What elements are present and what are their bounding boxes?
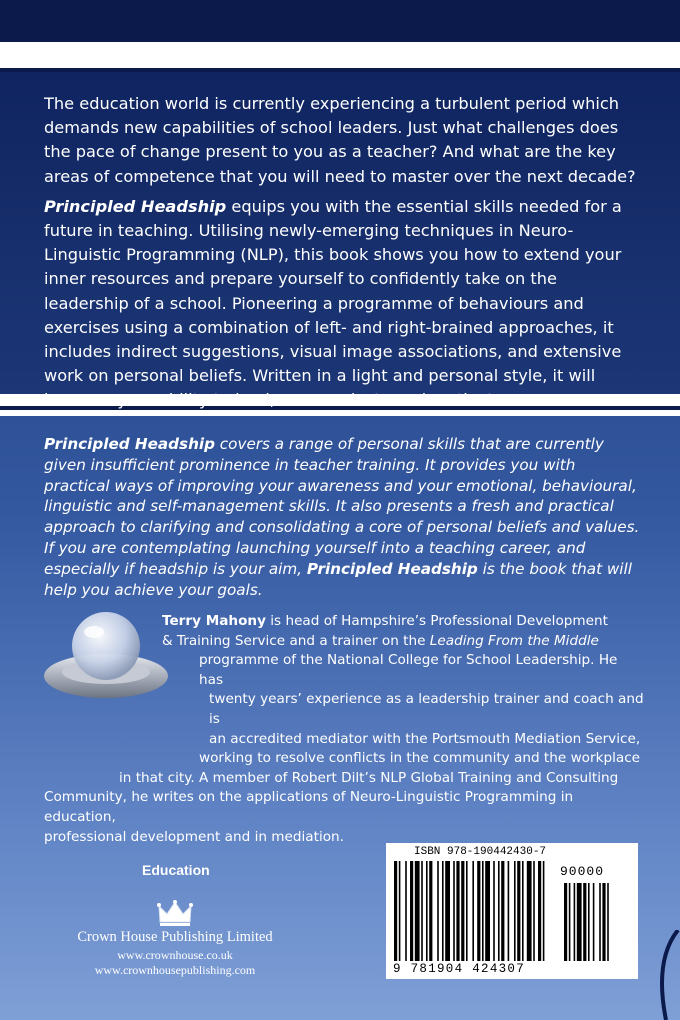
- author-line-3: programme of the National College for School Leadership. He has: [199, 652, 618, 688]
- addon-bar: [607, 883, 609, 961]
- addon-bar: [593, 883, 595, 961]
- decorative-swoosh: [640, 930, 680, 1020]
- barcode-bar: [472, 861, 474, 961]
- crown-icon: [157, 898, 193, 928]
- barcode-bar: [482, 861, 484, 961]
- author-line-8: Community, he writes on the applications of Neuro-Linguistic Programming in education,: [44, 789, 574, 825]
- author-line-6: working to resolve conflicts in the community and the workplace: [199, 750, 641, 767]
- barcode-bar: [453, 861, 455, 961]
- barcode-bar: [442, 861, 444, 961]
- barcode-bar: [533, 861, 535, 961]
- publisher-website-2: www.crownhousepublishing.com: [94, 963, 256, 977]
- barcode-bar: [456, 861, 459, 961]
- isbn-text: ISBN 978-190442430-7: [414, 846, 547, 858]
- author-line-5: an accredited mediator with the Portsmouth Mediation Service,: [209, 730, 641, 747]
- addon-bar: [583, 883, 586, 961]
- barcode-bar: [508, 861, 510, 961]
- addon-bar: [588, 883, 590, 961]
- second-blurb: [44, 434, 644, 600]
- blurb-paragraph-1: The education world is currently experiencing a turbulent period which demands new capabilities of school leaders. Just what challenges does the pace of change present to you as a teacher? And what are the key areas of competence that you will need to master over the next decade?: [44, 94, 636, 186]
- barcode-bar: [514, 861, 516, 961]
- barcode-bar: [426, 861, 428, 961]
- barcode-bar: [498, 861, 500, 961]
- programme-name: Leading From the Middle: [429, 632, 599, 649]
- barcode-bar: [543, 861, 545, 961]
- addon-bar: [577, 883, 582, 961]
- author-line-4: twenty years’ experience as a leadership trainer and coach and is: [209, 691, 644, 727]
- barcode-bar: [527, 861, 532, 961]
- barcode-bar: [445, 861, 450, 961]
- book-title-3: Principled Headship: [306, 559, 478, 578]
- publisher-website-1: www.crownhouse.co.uk: [117, 948, 233, 962]
- addon-bar: [599, 883, 601, 961]
- ean-digits: 9 781904 424307: [393, 962, 526, 976]
- addon-bar: [564, 883, 567, 961]
- blurb: [44, 92, 644, 419]
- barcode-bar: [394, 861, 397, 961]
- top-band: [0, 0, 680, 42]
- top-white-rule: [0, 42, 680, 68]
- barcode-bar: [485, 861, 490, 961]
- blurb-paragraph-2-text: equips you with the essential skills needed for a future in teaching. Utilising newly-emerging techniques in Neuro-Linguistic Programming (NLP), this book shows you how to extend your inner resources and prepare yourself to confidently take on the leadership of a school. Pioneering a programme of behaviours and exercises using a combination of left- and right-brained approaches, it includes indirect suggestions, visual image associations, and extensive work on personal beliefs. Written in a light and personal style, it will increase your ability to lead, communicate and motivate.: [44, 196, 622, 410]
- barcode-bar: [477, 861, 480, 961]
- barcode-bar: [429, 861, 432, 961]
- barcode-bar: [399, 861, 401, 961]
- barcode-bar: [410, 861, 413, 961]
- publisher-name: Crown House Publishing Limited: [77, 929, 273, 945]
- barcode-bar: [517, 861, 520, 961]
- barcode-bar: [466, 861, 468, 961]
- author-line-2: [44, 632, 644, 652]
- second-blurb-text-end: is the book that will help you achieve your goals.: [44, 559, 632, 599]
- book-title: Principled Headship: [44, 196, 227, 216]
- book-title-2: Principled Headship: [44, 435, 215, 453]
- second-blurb-text: covers a range of personal skills that are currently given insufficient prominence in teacher training. It provides you with practical ways of improving your awareness and your emotional, behavioural, linguistic and self-management skills. It also presents a fresh and practical approach to clarifying and consolidating a core of personal beliefs and values. If you are contemplating launching yourself into a teaching career, and especially if headship is your aim,: [44, 435, 640, 578]
- barcode-bar: [538, 861, 541, 961]
- addon-bar: [602, 883, 605, 961]
- blurb-paragraph-2: [44, 195, 644, 413]
- addon-bar: [569, 883, 571, 961]
- author-line-1: [44, 612, 644, 632]
- author-line-9: professional development and in mediation.: [44, 828, 344, 845]
- price-code: 90000: [560, 864, 605, 879]
- addon-bar: [574, 883, 576, 961]
- barcode-bar: [522, 861, 524, 961]
- author-line-1-text: is head of Hampshire’s Professional Development: [265, 613, 608, 629]
- barcode-bar: [461, 861, 464, 961]
- barcode-bar: [415, 861, 420, 961]
- author-name: Terry Mahony: [162, 613, 266, 629]
- barcode-bar: [493, 861, 495, 961]
- category-label: Education: [142, 862, 210, 878]
- barcode-bar: [421, 861, 423, 961]
- barcode-bar: [405, 861, 407, 961]
- author-line-7: in that city. A member of Robert Dilt’s NLP Global Training and Consulting: [119, 769, 619, 786]
- barcode-bar: [437, 861, 439, 961]
- author-bio: [44, 612, 644, 847]
- barcode-bar: [501, 861, 504, 961]
- author-line-2-text: & Training Service and a trainer on the: [162, 632, 430, 649]
